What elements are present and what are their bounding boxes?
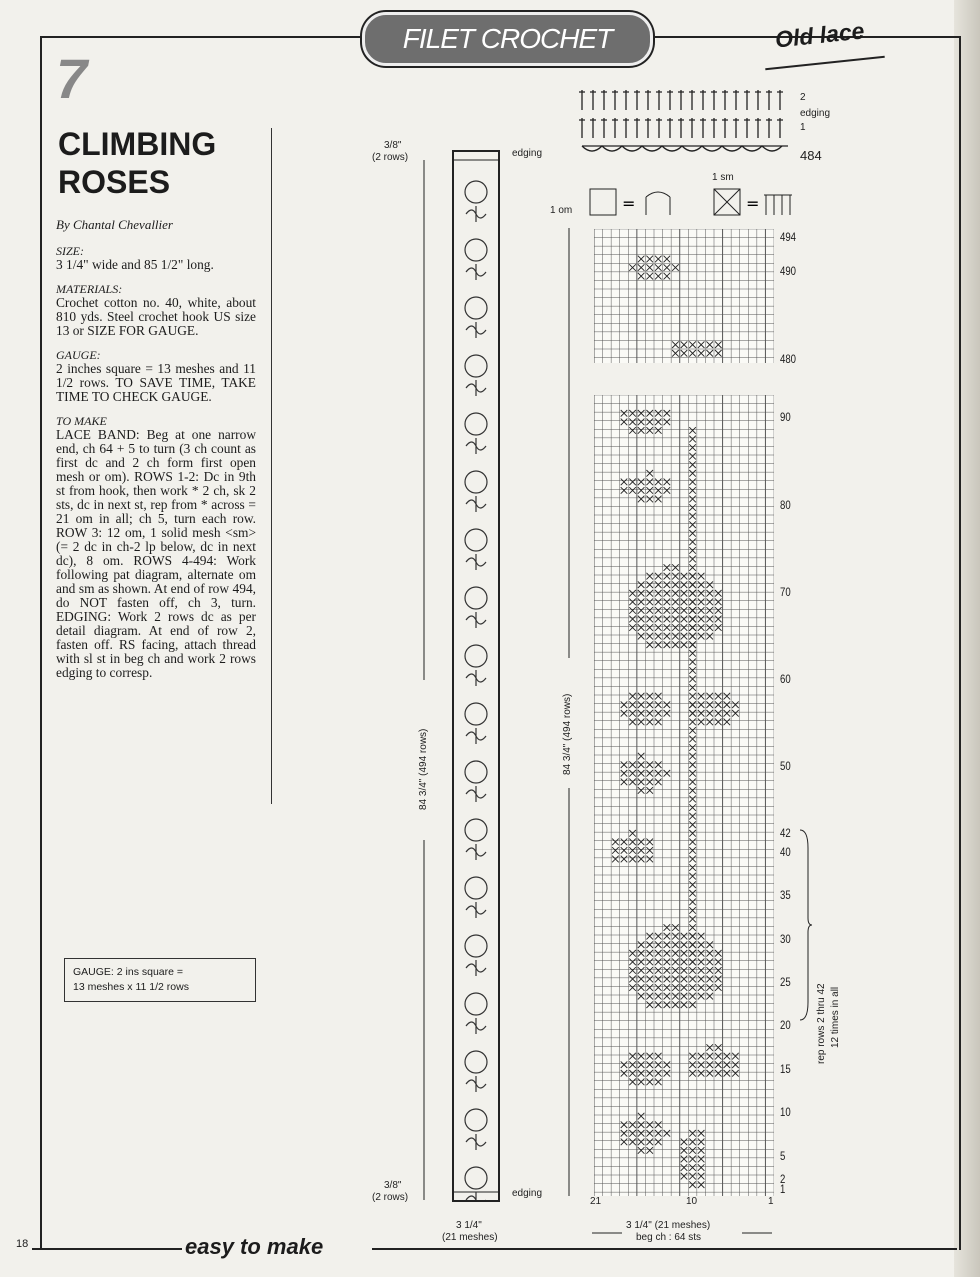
- edging-row-2: 2: [800, 92, 806, 103]
- row-label: 40: [780, 845, 791, 859]
- row-label: 10: [780, 1105, 791, 1119]
- row-label: 490: [780, 264, 797, 278]
- title-line-2: ROSES: [58, 164, 171, 200]
- footer-line-right: [372, 1248, 957, 1250]
- row-label: 50: [780, 759, 791, 773]
- row-label: 42: [780, 826, 791, 840]
- col-label-21: 21: [590, 1196, 602, 1207]
- svg-text:=: =: [746, 194, 760, 213]
- lace-band-schematic: [452, 150, 500, 1202]
- row-label: 90: [780, 410, 791, 424]
- project-number: 7: [56, 47, 88, 110]
- row-label: 2: [780, 1172, 786, 1186]
- edging-label: edging: [800, 108, 831, 119]
- row-484-label: 484: [800, 148, 822, 163]
- repeat-text: rep rows 2 thru 42: [816, 983, 827, 1064]
- page-number: 18: [16, 1238, 29, 1250]
- gauge-box: [64, 958, 256, 1002]
- row-label: 25: [780, 975, 791, 989]
- section-header: FILET CROCHET: [362, 12, 653, 66]
- band-bottom-rows: (2 rows): [372, 1192, 409, 1203]
- materials-text: Crochet cotton no. 40, white, about 810 yds. Steel crochet hook US size 13 or SIZE FOR GAUGE.: [56, 295, 256, 338]
- diagram-length-arrow: [564, 228, 574, 1196]
- diagram-length-label: 84 3/4" (494 rows): [562, 693, 573, 775]
- beg-chain: beg ch : 64 sts: [636, 1232, 702, 1243]
- band-top-edging: edging: [512, 148, 543, 159]
- row-label: 80: [780, 498, 791, 512]
- band-top-rows: (2 rows): [372, 152, 409, 163]
- row-label: 1: [780, 1182, 786, 1196]
- size-label: SIZE:: [56, 244, 84, 258]
- title-line-1: CLIMBING: [58, 126, 217, 162]
- repeat-bracket: [798, 828, 812, 1022]
- gauge-box-line-2: 13 meshes x 11 1/2 rows: [73, 981, 189, 993]
- band-motifs: [454, 152, 498, 1200]
- instructions: [56, 218, 256, 680]
- band-bottom-edging: edging: [512, 1188, 543, 1199]
- om-label: 1 om: [550, 205, 573, 216]
- row-label: 480: [780, 352, 797, 366]
- band-bottom-dim: 3/8": [384, 1180, 402, 1191]
- to-make-label: TO MAKE: [56, 414, 107, 428]
- svg-text:=: =: [622, 194, 636, 213]
- footer-line-left: [32, 1248, 182, 1250]
- edging-row-1: 1: [800, 122, 806, 133]
- band-top-dim: 3/8": [384, 140, 402, 151]
- sm-label: 1 sm: [712, 172, 734, 183]
- row-label: 5: [780, 1149, 786, 1163]
- row-label: 70: [780, 585, 791, 599]
- edging-detail-diagram: [578, 84, 798, 174]
- row-label: 35: [780, 888, 791, 902]
- column-divider: [271, 128, 272, 804]
- gauge-label: GAUGE:: [56, 348, 101, 362]
- repeat-times: 12 times in all: [830, 986, 841, 1048]
- to-make-text: LACE BAND: Beg at one narrow end, ch 64 + 5 to turn (3 ch count as first dc and 2 ch form first open mesh or om). ROWS 1-2: Dc in 9th st from hook, then work * 2 ch, sk 2 sts, dc in next st, rep from * across = 21 om in all; ch 5, turn each row. ROW 3: 12 om, 1 solid mesh <sm> (= 2 dc in ch-2 lp below, dc in next dc), 8 om. ROWS 4-494: Work following pat diagram, alternate om and sm as shown. At end of row 494, do NOT fasten off, ch 3, turn. EDGING: Work 2 rows dc as per detail diagram. At end of row 2, fasten off. RS facing, attach thread with sl st in beg ch and work 2 rows edging to corresp.: [56, 427, 256, 680]
- col-label-10: 10: [686, 1196, 698, 1207]
- col-label-1: 1: [768, 1196, 774, 1207]
- project-title: [58, 125, 248, 201]
- stitch-key: [588, 185, 808, 221]
- band-length-arrow: [420, 160, 428, 1200]
- row-label: 60: [780, 672, 791, 686]
- size-text: 3 1/4" wide and 85 1/2" long.: [56, 257, 214, 272]
- row-label: 15: [780, 1062, 791, 1076]
- band-length-label: 84 3/4" (494 rows): [418, 728, 429, 810]
- materials-label: MATERIALS:: [56, 282, 123, 296]
- width-arrow: [592, 1228, 772, 1238]
- gauge-box-line-1: GAUGE: 2 ins square =: [73, 966, 184, 978]
- author: By Chantal Chevallier: [56, 217, 173, 232]
- row-label: 30: [780, 932, 791, 946]
- row-label: 20: [780, 1018, 791, 1032]
- diagram-width: 3 1/4" (21 meshes): [626, 1220, 711, 1231]
- old-lace-tag: Old lace: [773, 17, 866, 53]
- brand-logo: easy to make: [185, 1234, 324, 1259]
- band-width: 3 1/4": [456, 1220, 482, 1231]
- band-width-meshes: (21 meshes): [442, 1232, 498, 1243]
- gauge-text: 2 inches square = 13 meshes and 11 1/2 rows. TO SAVE TIME, TAKE TIME TO CHECK GAUGE.: [56, 361, 256, 404]
- filet-chart: [594, 229, 774, 1196]
- row-label: 494: [780, 230, 797, 244]
